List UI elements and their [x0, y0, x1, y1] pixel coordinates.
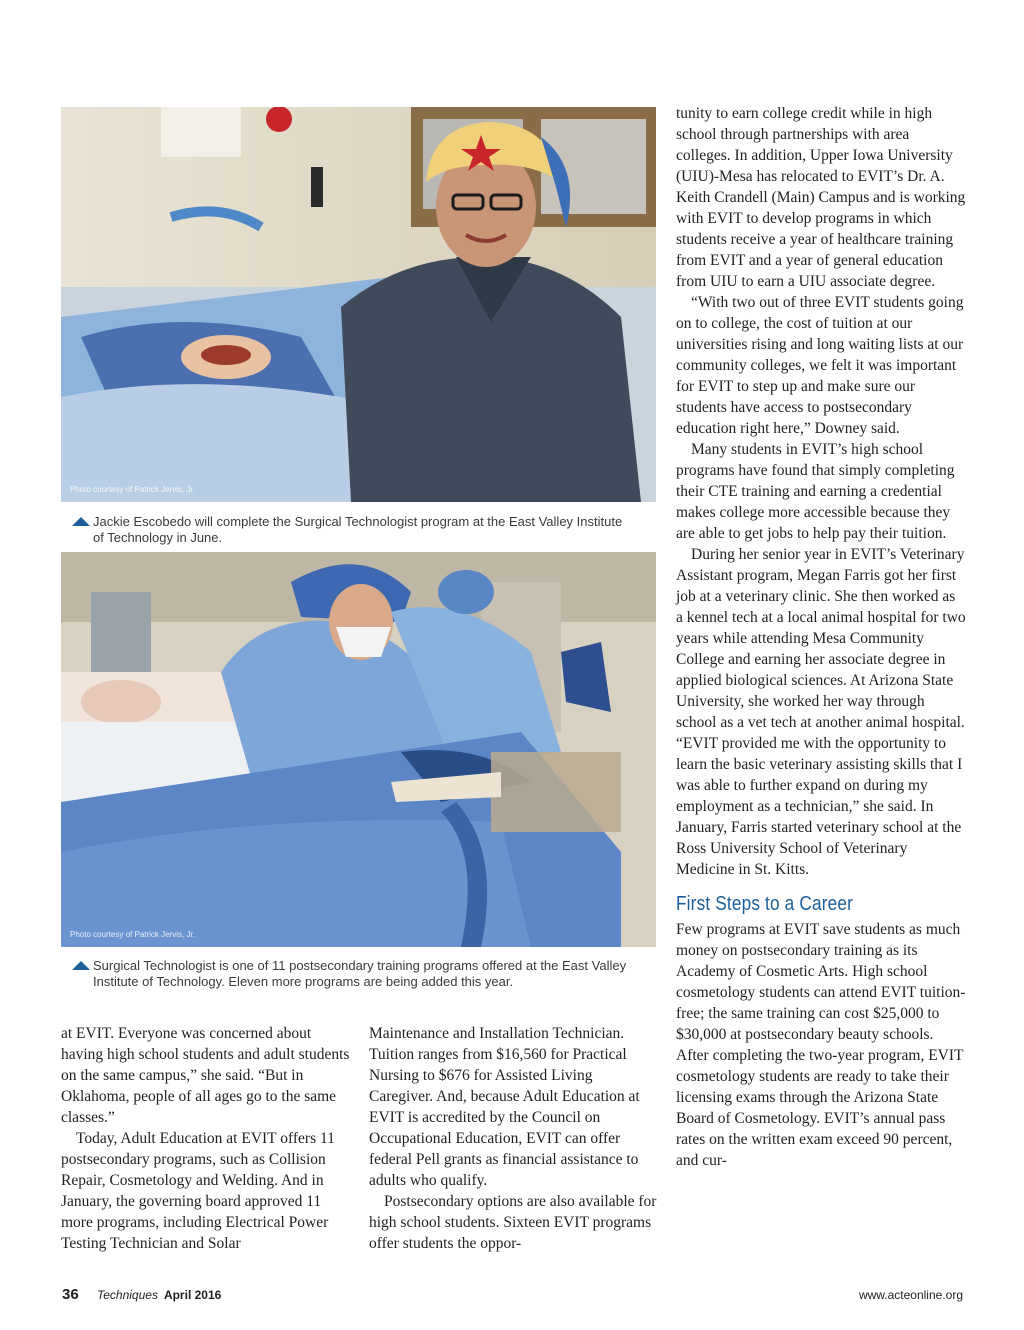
website-url: www.acteonline.org [858, 1288, 963, 1302]
photo-surgical-student [61, 107, 656, 502]
photo-caption [72, 514, 632, 546]
page-number: 36 [62, 1286, 79, 1303]
paragraph: Today, Adult Education at EVIT offers 11 postsecondary programs, such as Collision Repair, Cosmetology and Welding. And in January, the governing board approved 11 more programs, including Electrical Power Testing Technician and Solar [61, 1130, 335, 1252]
paragraph: Maintenance and Installation Technician. Tuition ranges from $16,560 for Practical Nursing to $676 for Assisted Living Caregiver. And, because Adult Education at EVIT is accredited by the Council on Occupational Education, EVIT can offer federal Pell grants as financial assistance to adults who qualify. [369, 1025, 640, 1189]
section-heading: First Steps to a Career [676, 893, 853, 915]
photo-caption-text: Surgical Technologist is one of 11 postsecondary training programs offered at the East Valley Institute of Technology. Eleven more programs are being added this year. [93, 958, 627, 989]
paragraph: Postsecondary options are also available for high school students. Sixteen EVIT programs offer students the oppor- [369, 1193, 657, 1252]
photo-caption [72, 958, 632, 990]
paragraph: at EVIT. Everyone was concerned about having high school students and adult students on the same campus,” she said. “But in Oklahoma, people of all ages go to the same classes.” [61, 1025, 350, 1126]
paragraph: During her senior year in EVIT’s Veterinary Assistant program, Megan Farris got her first job at a veterinary clinic. She then worked as a kennel tech at a local animal hospital for two years while attending Mesa Community College and earning her associate degree in applied biological sciences. At Arizona State University, she worked her way through school as a vet tech at another animal hospital. “EVIT provided me with the opportunity to learn the basic veterinary assisting skills that I was able to further expand on during my employment as a technician,” she said. In January, Farris started veterinary school at the Ross University School of Veterinary Medicine in St. Kitts. [676, 546, 966, 878]
publication-info [97, 1288, 221, 1302]
triangle-up-icon [72, 517, 90, 526]
paragraph: Few programs at EVIT save students as much money on postsecondary training as its Academy of Cosmetic Arts. High school cosmetology students can attend EVIT tuition-free; the same training can cost $25,000 to $30,000 at postsecondary beauty schools. After completing the two-year program, EVIT cosmetology students are ready to take their licensing exams through the Arizona State Board of Cosmetology. EVIT’s annual pass rates on the written exam exceed 90 percent, and cur- [676, 921, 966, 1169]
photo-surgical-lab [61, 552, 656, 947]
photo-credit: Photo courtesy of Patrick Jervis, Jr. [70, 930, 195, 939]
paragraph: tunity to earn college credit while in high school through partnerships with area colleges. In addition, Upper Iowa University (UIU)-Mesa has relocated to EVIT’s Dr. A. Keith Crandell (Main) Campus and is working with EVIT to develop programs in which students receive a year of healthcare training from EVIT and a year of general education from UIU to earn a UIU associate degree. [676, 105, 966, 290]
publication-title: Techniques [97, 1288, 158, 1302]
triangle-up-icon [72, 961, 90, 970]
photo-surgical-lab-image [61, 552, 656, 947]
photo-caption-text: Jackie Escobedo will complete the Surgical Technologist program at the East Valley Institute of Technology in June. [93, 514, 623, 545]
paragraph: Many students in EVIT’s high school programs have found that simply completing their CTE training and earning a credential makes college more accessible because they are able to get jobs to help pay their tuition. [676, 441, 955, 542]
body-column-2 [369, 1023, 657, 1254]
photo-credit: Photo courtesy of Patrick Jervis, Jr. [70, 485, 195, 494]
body-column-1 [61, 1023, 351, 1254]
issue-date: April 2016 [163, 1288, 222, 1302]
paragraph: “With two out of three EVIT students going on to college, the cost of tuition at our universities rising and long waiting lists at our community colleges, we felt it was important for EVIT to step up and make sure our students have access to postsecondary education right here,” Downey said. [676, 294, 964, 437]
body-column-3 [676, 103, 966, 1171]
photo-surgical-student-image [61, 107, 656, 502]
